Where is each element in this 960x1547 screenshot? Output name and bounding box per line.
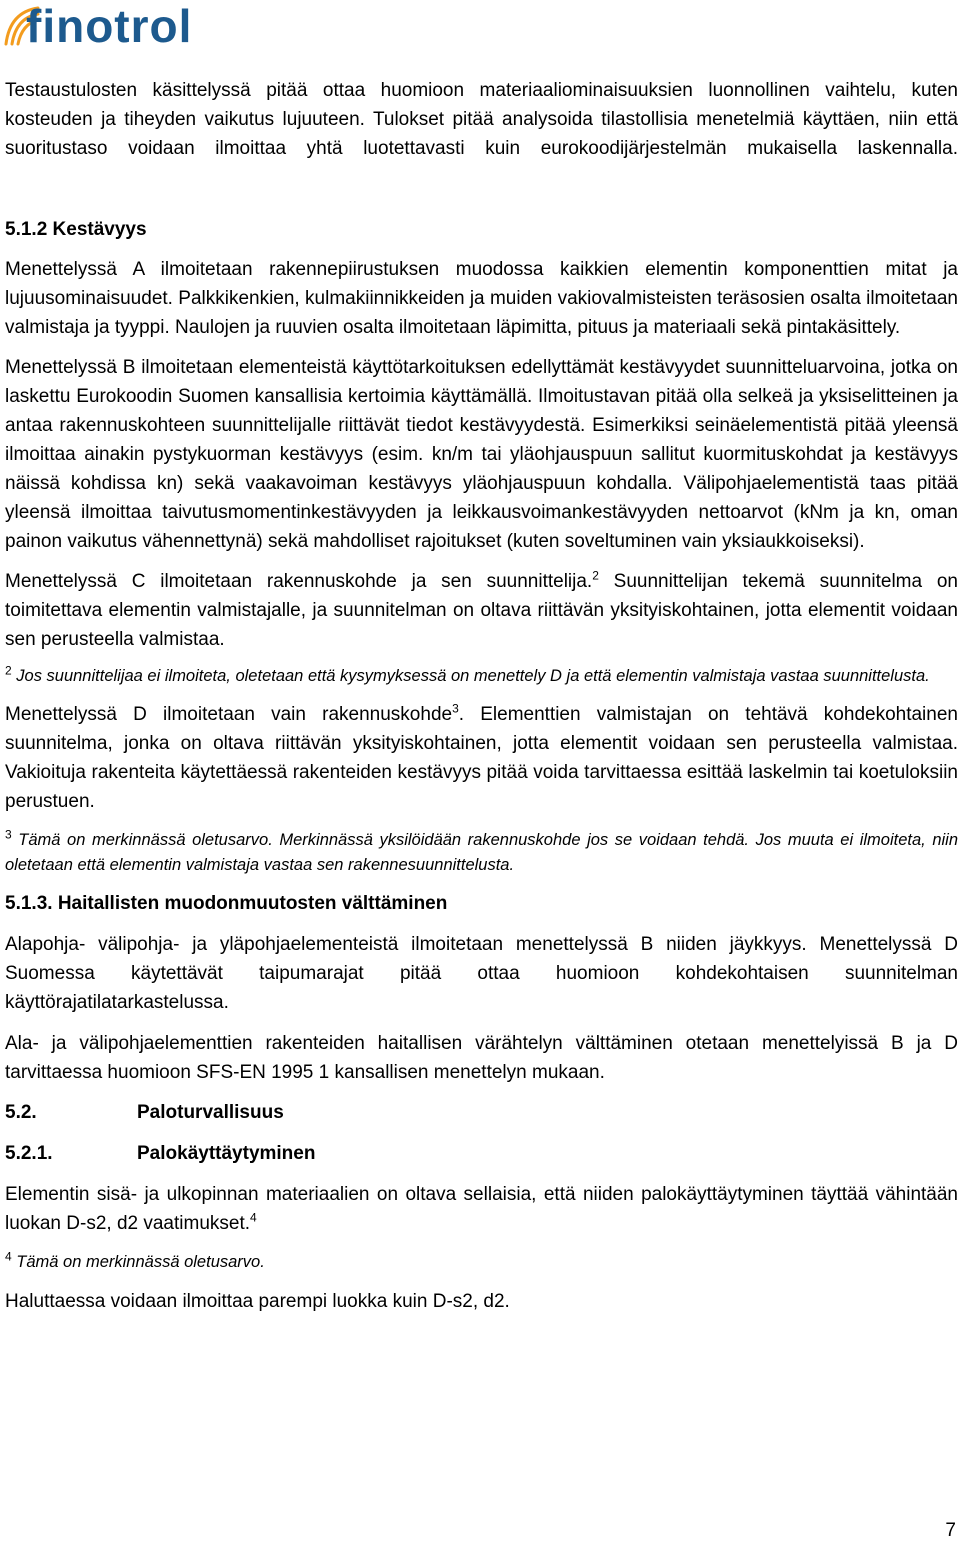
section-number-5-2: 5.2. bbox=[5, 1102, 37, 1123]
fire-behaviour-text: Elementin sisä- ja ulkopinnan materiaalien on oltava sellaisia, että niiden palokäyttäytyminen täyttää vähintään luokan D-s2, d2 vaatimukset. bbox=[5, 1184, 958, 1234]
footnote-ref-2: 2 bbox=[592, 568, 599, 583]
section-title-5-2-1: Palokäyttäytyminen bbox=[137, 1143, 316, 1164]
method-d-text-a: Menettelyssä D ilmoitetaan vain rakennuskohde bbox=[5, 704, 453, 725]
footnote-2-text: Jos suunnittelijaa ei ilmoiteta, oletetaan että kysymyksessä on menettely D ja että elementin valmistaja vastaa suunnittelusta. bbox=[11, 667, 930, 685]
paragraph-method-b: Menettelyssä B ilmoitetaan elementeistä käyttötarkoituksen edellyttämät kestävyydet suunnitteluarvoina, jotka on laskettu Eurokoodin Suomen kansallisia kertoimia käyttämällä. Ilmoitustavan pitää olla selkeä ja yksiselitteinen ja antaa rakennuskohteen suunnittelijalle riittävät tiedot kestävyydestä. Esimerkiksi seinäelementistä pitää yleensä ilmoittaa ainakin pystykuorman kestävyys (esim. kn/m tai yläohjauspuun sallitut kuormituskohdat ja kestävyys näissä kohdissa kn) sekä vaakavoiman kestävyys yläohjauspuun kohdalla. Välipohjaelementistä taas pitää yleensä ilmoittaa taivutusmomentinkestävyyden ja leikkausvoimankestävyyden nettoarvot (kNm ja kn, oman painon vaikutus vähennettynä) sekä mahdolliset rajoitukset (kuten soveltuminen vain yksiaukkoiseksi). bbox=[5, 357, 958, 552]
paragraph-method-c bbox=[5, 567, 958, 654]
method-c-text-a: Menettelyssä C ilmoitetaan rakennuskohde ja sen suunnittelija. bbox=[5, 571, 593, 592]
section-title-5-2: Paloturvallisuus bbox=[137, 1102, 284, 1123]
page-number: 7 bbox=[945, 1520, 956, 1541]
finotrol-logo-graphic bbox=[4, 2, 304, 46]
footnote-4-text: Tämä on merkinnässä oletusarvo. bbox=[11, 1253, 265, 1271]
footnote-3 bbox=[5, 828, 958, 878]
paragraph-fire-behaviour bbox=[5, 1180, 958, 1238]
method-d-text-b: . Elementtien valmistajan on tehtävä kohdekohtainen suunnitelma, jonka on oltava riittävän yksityiskohtainen, jotta elementit voidaan sen perusteella valmistaa. Vakioituja rakenteita käytettäessä rakenteiden kestävyys pitää voida tarvittaessa esittää laskelmin tai koetuloksiin perustuen. bbox=[5, 704, 958, 812]
paragraph-vibration: Ala- ja välipohjaelementtien rakenteiden haitallisen värähtelyn välttäminen otetaan menettelyissä B ja D tarvittaessa huomioon SFS-EN 1995 1 kansallisen menettelyn mukaan. bbox=[5, 1033, 958, 1083]
footnote-mark-3: 3 bbox=[5, 827, 12, 842]
section-heading-5-2 bbox=[5, 1098, 958, 1127]
paragraph-floor-stiffness: Alapohja- välipohja- ja yläpohjaelementeistä ilmoitetaan menettelyssä B niiden jäykkyys. Menettelyssä D Suomessa käytettävät taipumarajat pitää ottaa huomioon kohdekohtaisen suunnitelman käyttörajatilatarkastelussa. bbox=[5, 934, 958, 1013]
section-number-5-2-1: 5.2.1. bbox=[5, 1143, 53, 1164]
footnote-mark-4: 4 bbox=[5, 1249, 12, 1264]
finotrol-logo bbox=[4, 2, 304, 46]
paragraph-method-a: Menettelyssä A ilmoitetaan rakennepiirustuksen muodossa kaikkien elementin komponenttien mitat ja lujuusominaisuudet. Palkkikenkien, kulmakiinnikkeiden ja muiden vakiovalmisteisten teräsosien osalta ilmoitetaan valmistaja ja tyyppi. Naulojen ja ruuvien osalta ilmoitetaan läpimitta, pituus ja materiaali sekä pintakäsittely. bbox=[5, 259, 958, 338]
footnote-2 bbox=[5, 664, 958, 689]
section-heading-5-2-1 bbox=[5, 1139, 958, 1168]
paragraph-method-d bbox=[5, 700, 958, 816]
section-heading-5-1-2: 5.1.2 Kestävyys bbox=[5, 219, 147, 240]
section-heading-5-1-3: 5.1.3. Haitallisten muodonmuutosten välttäminen bbox=[5, 893, 448, 914]
footnote-mark-2: 2 bbox=[5, 663, 12, 678]
footnote-4 bbox=[5, 1250, 958, 1275]
paragraph-better-class: Haluttaessa voidaan ilmoittaa parempi luokka kuin D-s2, d2. bbox=[5, 1291, 510, 1312]
intro-paragraph: Testaustulosten käsittelyssä pitää ottaa huomioon materiaaliominaisuuksien luonnollinen vaihtelu, kuten kosteuden ja tiheyden vaikutus lujuuteen. Tulokset pitää analysoida tilastollisia menetelmiä käyttäen, niin että suoritustaso voidaan ilmoittaa yhtä luotettavasti kuin eurokoodijärjestelmän mukaisella laskennalla. bbox=[5, 80, 958, 159]
footnote-3-text: Tämä on merkinnässä oletusarvo. Merkinnässä yksilöidään rakennuskohde jos se voidaan tehdä. Jos muuta ei ilmoiteta, niin oletetaan että elementin valmistaja vastaa sen rakennesuunnittelusta. bbox=[5, 831, 958, 874]
page-body bbox=[5, 76, 958, 1316]
method-c-text-b: Suunnittelijan tekemä suunnitelma on toimitettava elementin valmistajalle, ja suunnitelman on oltava riittävän yksityiskohtainen, jotta elementit voidaan sen perusteella valmistaa. bbox=[5, 571, 958, 650]
logo-wordmark: finotrol bbox=[26, 2, 193, 46]
footnote-ref-3: 3 bbox=[452, 701, 459, 716]
footnote-ref-4: 4 bbox=[250, 1210, 257, 1225]
